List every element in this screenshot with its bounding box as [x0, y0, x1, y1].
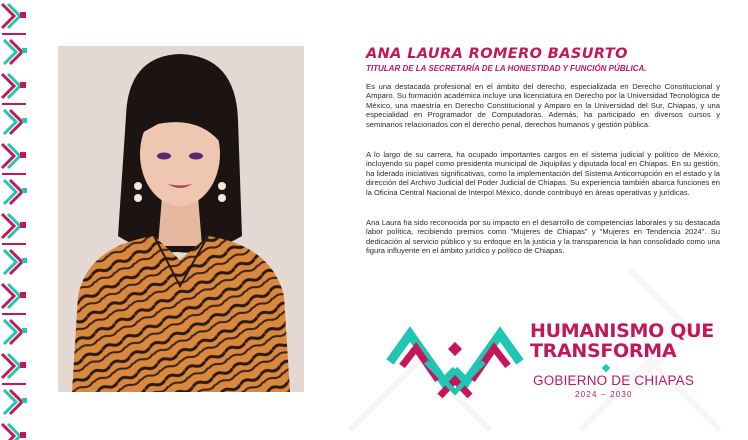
- slogan-line-2: TRANSFORMA: [530, 340, 677, 362]
- profile-name: ANA LAURA ROMERO BASURTO: [366, 46, 628, 62]
- government-name: GOBIERNO DE CHIAPAS: [533, 373, 695, 388]
- government-years: 2024 – 2030: [575, 390, 633, 399]
- bio-paragraph: A lo largo de su carrera, ha ocupado importantes cargos en el sistema judicial y político de México, incluyendo su papel como presidenta municipal de Jiquipilas y diputada local en Chiapas. En su gestión, ha liderado iniciativas significativas, como la implementación del Sistema Anticorrupción en el estado y la dirección del Archivo Judicial del Poder Judicial de Chiapas. Su experiencia también abarca funciones en la Oficina Central Nacional de Interpol México, donde contribuyó en áreas operativas y jurídicas.: [366, 150, 720, 197]
- portrait-photo: [58, 46, 304, 392]
- geometric-border-icon: [0, 0, 30, 440]
- bio-paragraph: Es una destacada profesional en el ámbito del derecho, especializada en Derecho Constitucional y Amparo. Su formación académica incluye una licenciatura en Derecho por la Universidad Tecnológica de México, una maestría en Derecho Constitucional y Amparo en la Universidad del Sur, Chiapas, y una especialidad en Programador de Computadoras. Además, ha participado en diversos cursos y seminarios relacionados con el derecho penal, derechos humanos y gestión pública.: [366, 82, 720, 129]
- profile-role: TITULAR DE LA SECRETARÍA DE LA HONESTIDAD Y FUNCIÓN PÚBLICA.: [366, 64, 647, 73]
- slogan-line-1: HUMANISMO QUE: [530, 320, 714, 342]
- textile-logo-icon: [386, 322, 524, 402]
- bio-paragraph: Ana Laura ha sido reconocida por su impacto en el desarrollo de competencias laborales y su destacada labor política, recibiendo premios como "Mujeres de Chiapas" y "Mujeres en Tendencia 2024". Su dedicación al servicio público y su enfoque en la justicia y la transparencia la han consolidado como una figura influyente en el ámbito jurídico y político de Chiapas.: [366, 218, 720, 256]
